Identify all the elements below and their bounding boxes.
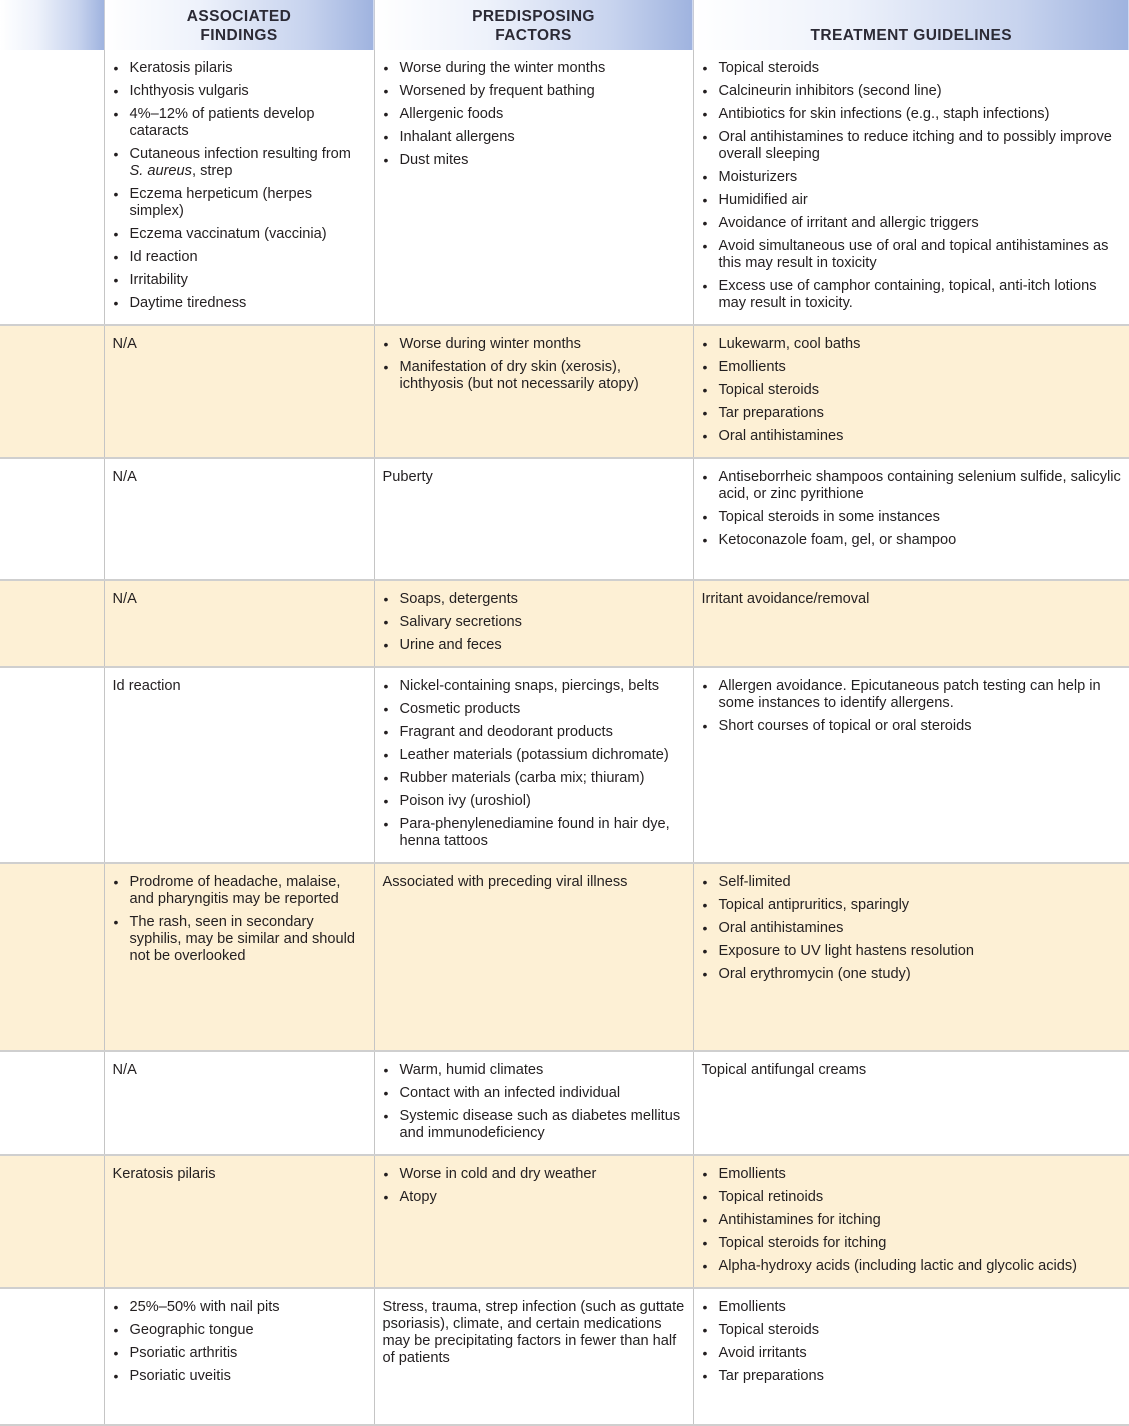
findings-cell xyxy=(104,863,374,1051)
list-item: • Short courses of topical or oral steroids xyxy=(702,718,1122,735)
list-item: • Avoid irritants xyxy=(702,1345,1122,1362)
treatment-text: Topical antifungal creams xyxy=(701,1062,867,1078)
list-item: • Humidified air xyxy=(702,192,1122,209)
list-item: • Dust mites xyxy=(383,152,685,169)
list-item: • Eczema herpeticum (herpes simplex) xyxy=(113,186,366,220)
factors-cell xyxy=(374,667,693,863)
list-item: • Eczema vaccinatum (vaccinia) xyxy=(113,226,366,243)
treatment-cell xyxy=(693,1051,1129,1155)
treatment-cell xyxy=(693,667,1129,863)
list-item: • Id reaction xyxy=(113,249,366,266)
condition-cell xyxy=(0,863,104,1051)
list-item: • Warm, humid climates xyxy=(383,1062,685,1079)
factors-cell xyxy=(374,325,693,458)
treatment-cell xyxy=(693,863,1129,1051)
findings-cell xyxy=(104,1051,374,1155)
list-item: • Psoriatic arthritis xyxy=(113,1345,366,1362)
list-item: • Lukewarm, cool baths xyxy=(702,336,1122,353)
table-row xyxy=(0,580,1129,667)
list-item: • Emollients xyxy=(702,1299,1122,1316)
findings-cell xyxy=(104,580,374,667)
list-item: • Antibiotics for skin infections (e.g., staph infections) xyxy=(702,106,1122,123)
list-item: • Allergenic foods xyxy=(383,106,685,123)
list-item: • Topical retinoids xyxy=(702,1189,1122,1206)
findings-cell xyxy=(104,1288,374,1425)
list-item: • Systemic disease such as diabetes mellitus and immunodeficiency xyxy=(383,1108,685,1142)
list-item: • The rash, seen in secondary syphilis, may be similar and should not be overlooked xyxy=(113,914,366,965)
treatment-cell xyxy=(693,458,1129,580)
factors-cell xyxy=(374,863,693,1051)
list-item: • Antihistamines for itching xyxy=(702,1212,1122,1229)
list-item: • Salivary secretions xyxy=(383,614,685,631)
list-item: • Worse during winter months xyxy=(383,336,685,353)
treatment-text: Irritant avoidance/removal xyxy=(701,591,870,607)
table-row xyxy=(0,1155,1129,1288)
factors-text: Puberty xyxy=(382,469,433,485)
treatment-cell xyxy=(693,1288,1129,1425)
findings-text: N/A xyxy=(112,336,137,352)
factors-cell xyxy=(374,50,693,325)
condition-cell xyxy=(0,1288,104,1425)
factors-cell xyxy=(374,1288,693,1425)
factors-cell xyxy=(374,1155,693,1288)
list-item: • Rubber materials (carba mix; thiuram) xyxy=(383,770,685,787)
header-condition xyxy=(0,0,104,50)
list-item: • 4%–12% of patients develop cataracts xyxy=(113,106,366,140)
list-item: • Worsened by frequent bathing xyxy=(383,83,685,100)
list-item: • Topical steroids in some instances xyxy=(702,509,1122,526)
findings-cell xyxy=(104,50,374,325)
list-item: • Oral antihistamines xyxy=(702,920,1122,937)
list-item: • Leather materials (potassium dichromate) xyxy=(383,747,685,764)
list-item: • Inhalant allergens xyxy=(383,129,685,146)
factors-text: Associated with preceding viral illness xyxy=(382,874,628,890)
list-item: • Avoid simultaneous use of oral and topical antihistamines as this may result in toxicity xyxy=(702,238,1122,272)
condition-cell xyxy=(0,580,104,667)
table-row xyxy=(0,458,1129,580)
factors-cell xyxy=(374,1051,693,1155)
list-item: • Manifestation of dry skin (xerosis), ichthyosis (but not necessarily atopy) xyxy=(383,359,685,393)
list-item: • Allergen avoidance. Epicutaneous patch testing can help in some instances to identify allergens. xyxy=(702,678,1122,712)
list-item: • Oral erythromycin (one study) xyxy=(702,966,1122,983)
list-item: • Emollients xyxy=(702,359,1122,376)
list-item: • Cutaneous infection resulting from S. aureus, strep xyxy=(113,146,366,180)
list-item: • Poison ivy (uroshiol) xyxy=(383,793,685,810)
header-predisposing-factors: PREDISPOSING FACTORS xyxy=(374,0,693,50)
header-treatment-guidelines: TREATMENT GUIDELINES xyxy=(693,0,1129,50)
list-item: • Keratosis pilaris xyxy=(113,60,366,77)
table-row xyxy=(0,667,1129,863)
list-item: • Contact with an infected individual xyxy=(383,1085,685,1102)
treatment-cell xyxy=(693,1155,1129,1288)
condition-cell xyxy=(0,325,104,458)
list-item: • Worse during the winter months xyxy=(383,60,685,77)
treatment-cell xyxy=(693,325,1129,458)
list-item: • Atopy xyxy=(383,1189,685,1206)
findings-text: N/A xyxy=(112,591,137,607)
treatment-cell xyxy=(693,50,1129,325)
list-item: • Worse in cold and dry weather xyxy=(383,1166,685,1183)
list-item: • Topical antipruritics, sparingly xyxy=(702,897,1122,914)
table-row xyxy=(0,1288,1129,1425)
table-row xyxy=(0,325,1129,458)
list-item: • Topical steroids xyxy=(702,382,1122,399)
list-item: • Tar preparations xyxy=(702,405,1122,422)
list-item: • Antiseborrheic shampoos containing selenium sulfide, salicylic acid, or zinc pyrithione xyxy=(702,469,1122,503)
header-row xyxy=(0,0,1129,50)
condition-cell xyxy=(0,1155,104,1288)
findings-text: Keratosis pilaris xyxy=(112,1166,216,1182)
list-item: • Excess use of camphor containing, topical, anti-itch lotions may result in toxicity. xyxy=(702,278,1122,312)
table-row xyxy=(0,50,1129,325)
list-item: • Topical steroids xyxy=(702,60,1122,77)
findings-cell xyxy=(104,667,374,863)
findings-cell xyxy=(104,458,374,580)
findings-text: N/A xyxy=(112,1062,137,1078)
condition-cell xyxy=(0,1051,104,1155)
list-item: • Para-phenylenediamine found in hair dye, henna tattoos xyxy=(383,816,685,850)
list-item: • Tar preparations xyxy=(702,1368,1122,1385)
list-item: • Moisturizers xyxy=(702,169,1122,186)
list-item: • Psoriatic uveitis xyxy=(113,1368,366,1385)
list-item: • Fragrant and deodorant products xyxy=(383,724,685,741)
list-item: • 25%–50% with nail pits xyxy=(113,1299,366,1316)
list-item: • Calcineurin inhibitors (second line) xyxy=(702,83,1122,100)
list-item: • Urine and feces xyxy=(383,637,685,654)
list-item: • Oral antihistamines to reduce itching and to possibly improve overall sleeping xyxy=(702,129,1122,163)
list-item: • Self-limited xyxy=(702,874,1122,891)
factors-text: Stress, trauma, strep infection (such as guttate psoriasis), climate, and certain medications may be precipitating factors in fewer than half of patients xyxy=(382,1299,685,1366)
list-item: • Nickel-containing snaps, piercings, belts xyxy=(383,678,685,695)
header-associated-findings: ASSOCIATED FINDINGS xyxy=(104,0,374,50)
list-item: • Soaps, detergents xyxy=(383,591,685,608)
table-row xyxy=(0,863,1129,1051)
factors-cell xyxy=(374,458,693,580)
list-item: • Daytime tiredness xyxy=(113,295,366,312)
findings-text: Id reaction xyxy=(112,678,181,694)
findings-text: N/A xyxy=(112,469,137,485)
list-item: • Cosmetic products xyxy=(383,701,685,718)
list-item: • Prodrome of headache, malaise, and pharyngitis may be reported xyxy=(113,874,366,908)
list-item: • Exposure to UV light hastens resolution xyxy=(702,943,1122,960)
list-item: • Irritability xyxy=(113,272,366,289)
list-item: • Alpha-hydroxy acids (including lactic and glycolic acids) xyxy=(702,1258,1122,1275)
list-item: • Ichthyosis vulgaris xyxy=(113,83,366,100)
list-item: • Topical steroids xyxy=(702,1322,1122,1339)
condition-cell xyxy=(0,458,104,580)
factors-cell xyxy=(374,580,693,667)
condition-cell xyxy=(0,667,104,863)
list-item: • Emollients xyxy=(702,1166,1122,1183)
list-item: • Ketoconazole foam, gel, or shampoo xyxy=(702,532,1122,549)
treatment-cell xyxy=(693,580,1129,667)
list-item: • Avoidance of irritant and allergic triggers xyxy=(702,215,1122,232)
table-row xyxy=(0,1051,1129,1155)
list-item: • Geographic tongue xyxy=(113,1322,366,1339)
list-item: • Oral antihistamines xyxy=(702,428,1122,445)
list-item: • Topical steroids for itching xyxy=(702,1235,1122,1252)
findings-cell xyxy=(104,325,374,458)
findings-cell xyxy=(104,1155,374,1288)
condition-cell xyxy=(0,50,104,325)
